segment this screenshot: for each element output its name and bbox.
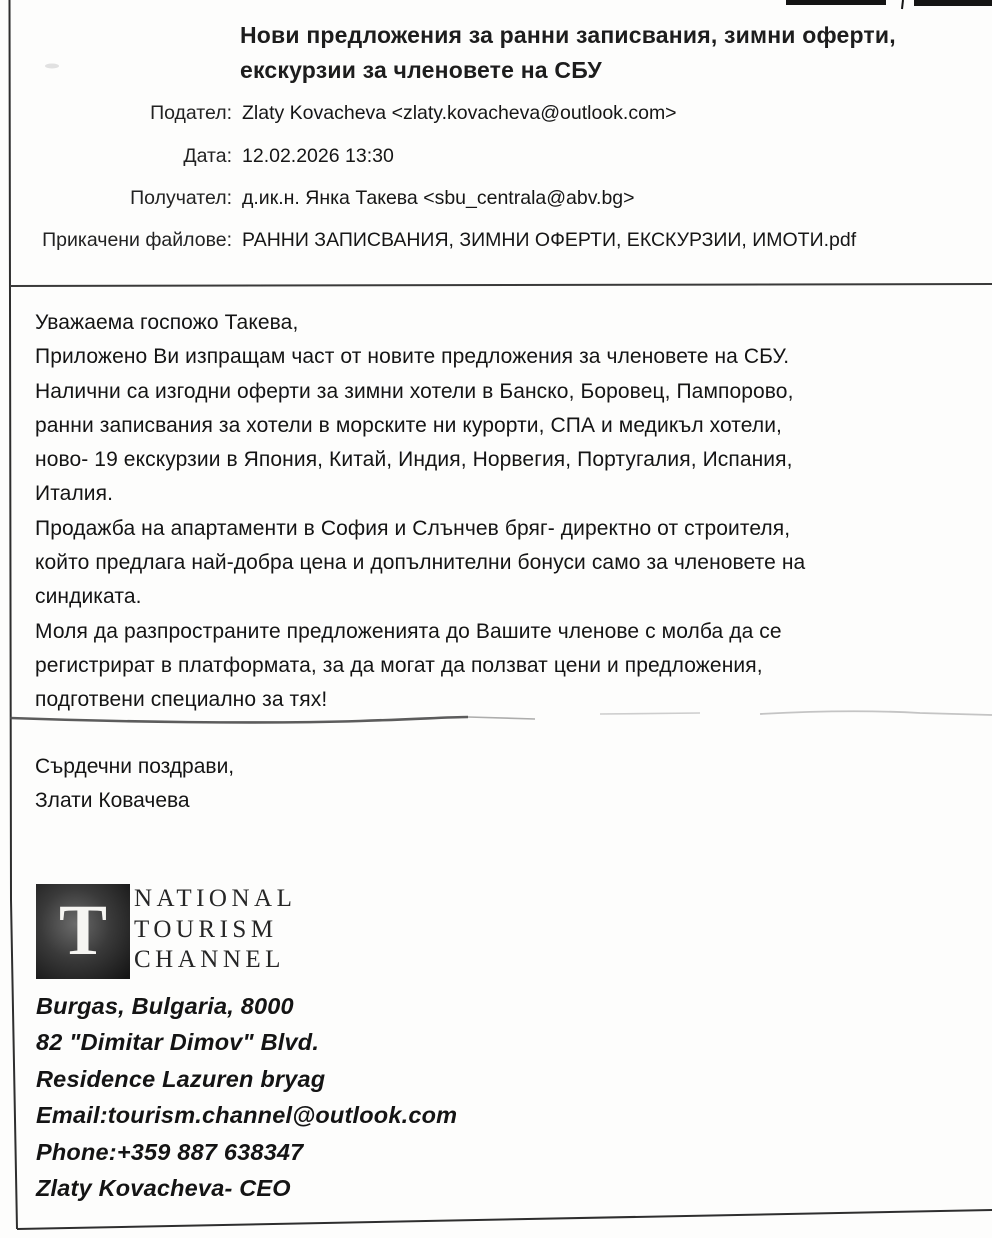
field-row-date — [0, 145, 970, 168]
sender-value: Zlaty Kovacheva <zlaty.kovacheva@outlook.com> — [242, 102, 677, 124]
address-line-city: Burgas, Bulgaria, 8000 — [36, 993, 294, 1019]
body-line: регистрират в платформата, за да могат да ползват цени и предложения, — [35, 653, 763, 677]
tourism-channel-logo — [36, 884, 130, 979]
sender-label: Подател: — [150, 102, 232, 124]
body-line: Моля да разпространите предложенията до Вашите членове с молба да се — [35, 619, 782, 643]
top-right-artifact-bar-1 — [786, 0, 886, 5]
date-value: 12.02.2026 13:30 — [242, 145, 394, 167]
body-line: ново- 19 екскурзии в Япония, Китай, Индия, Норвегия, Португалия, Испания, — [35, 448, 793, 472]
email-subject-line-2: екскурзии за членовете на СБУ — [240, 57, 602, 83]
scan-smudge — [45, 64, 59, 69]
email-body — [35, 306, 975, 718]
field-row-attachments — [0, 229, 970, 252]
logo-wordmark — [134, 884, 296, 976]
field-row-sender — [0, 102, 970, 125]
top-right-artifact-bar-2 — [914, 0, 992, 6]
attachments-value: РАННИ ЗАПИСВАНИЯ, ЗИМНИ ОФЕРТИ, ЕКСКУРЗИИ, ИМОТИ.pdf — [242, 229, 857, 251]
body-line: ранни записвания за хотели в морските ни курорти, СПА и медикъл хотели, — [35, 413, 782, 437]
page-bottom-edge — [17, 1210, 992, 1229]
signature-address-block — [36, 988, 457, 1206]
address-line-residence: Residence Lazuren bryag — [36, 1065, 326, 1092]
closing-line: Злати Ковачева — [35, 789, 190, 812]
address-line-email: Email:tourism.channel@outlook.com — [36, 1102, 458, 1129]
body-line: синдиката. — [35, 585, 142, 609]
recipient-value: д.ик.н. Янка Такева <sbu_centrala@abv.bg> — [242, 187, 635, 209]
logo-wordmark-line: TOURISM — [134, 915, 278, 943]
field-row-recipient — [0, 187, 970, 210]
body-line: Приложено Ви изпращам част от новите предложения за членовете на СБУ. — [35, 345, 790, 369]
fold-line-dark — [10, 717, 468, 722]
body-line: Продажба на апартаменти в София и Слънчев бряг- директно от строителя, — [35, 516, 791, 540]
top-right-artifact-tick — [902, 0, 903, 9]
logo-wordmark-line: CHANNEL — [134, 946, 285, 973]
recipient-label: Получател: — [130, 187, 232, 209]
email-subject — [240, 18, 990, 88]
body-line: Налични са изгодни оферти за зимни хотели в Банско, Боровец, Пампорово, — [35, 379, 794, 403]
closing-line: Сърдечни поздрави, — [35, 755, 235, 778]
email-subject-line-1: Нови предложения за ранни записвания, зимни оферти, — [240, 22, 896, 48]
header-separator-line — [10, 284, 992, 286]
date-label: Дата: — [183, 145, 232, 167]
logo-wordmark-line: NATIONAL — [134, 885, 297, 912]
body-line: Уважаема госпожо Такева, — [35, 311, 299, 334]
email-closing — [35, 750, 234, 818]
address-line-ceo: Zlaty Kovacheva- CEO — [36, 1175, 291, 1202]
logo-t-monogram-icon: T — [58, 889, 108, 970]
body-line: подготвени специално за тях! — [35, 688, 328, 712]
address-line-street: 82 "Dimitar Dimov" Blvd. — [36, 1029, 320, 1056]
body-line: Италия. — [35, 482, 114, 506]
address-line-phone: Phone:+359 887 638347 — [36, 1138, 304, 1165]
attachments-label: Прикачени файлове: — [42, 229, 232, 251]
page-left-edge — [10, 0, 18, 1229]
body-line: който предлага най-добра цена и допълнителни бонуси само за членовете на — [35, 551, 806, 575]
